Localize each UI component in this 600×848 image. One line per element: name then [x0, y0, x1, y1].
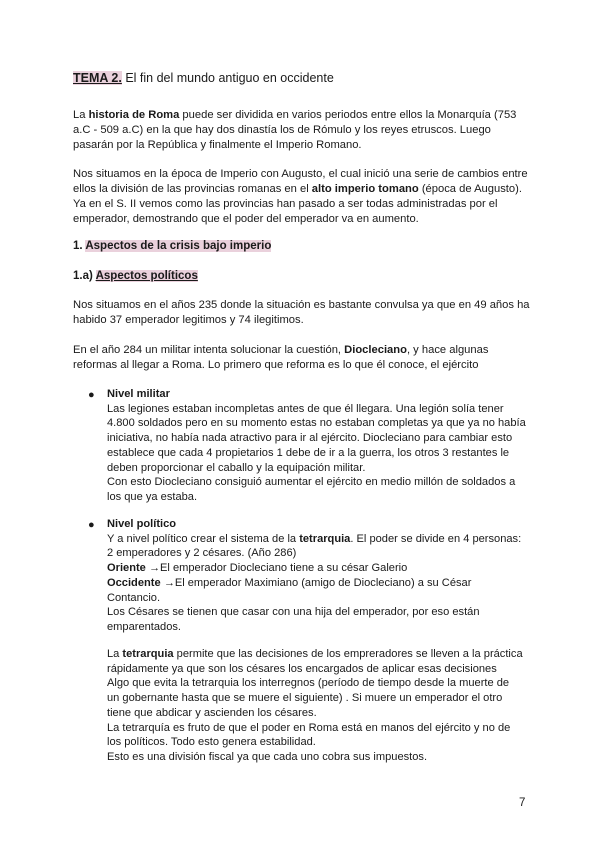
nivel-militar-title: Nivel militar	[107, 388, 170, 400]
crisis-paragraph: Nos situamos en el años 235 donde la situación es bastante convulsa ya que en 49 años ha habido 37 emperador legitimos y 74 ilegitimos.	[73, 299, 530, 326]
page-title	[73, 70, 334, 86]
section-heading-1a: 1.a) Aspectos políticos	[73, 270, 198, 282]
historia-de-roma-bold: historia de Roma	[88, 109, 180, 121]
tetrarquia-paragraph: La tetrarquia permite que las decisiones de los empreradores se lleven a la práctica rápidamente ya que son los césares los encargados de aplicar esas decisiones Algo que evita la tetrarquia los interregnos (período de tiempo desde la muerte de un gobernante hasta que se muere el siguiente) . Si muere un emperador el otro tiene que abdicar y ascienden los césares. La tetrarquía es fruto de que el poder en Roma está en manos del ejército y no de los políticos. Todo esto genera estabilidad. Esto es una división fiscal ya que cada uno cobra sus impuestos.	[107, 648, 523, 763]
tema-label: TEMA 2.	[73, 71, 122, 85]
section-heading-1: 1. Aspectos de la crisis bajo imperio	[73, 240, 272, 252]
list-item-politico: Nivel político Y a nivel político crear el sistema de la tetrarquia. El poder se divide en 4 personas: 2 emperadores y 2 césares. (Año 286) Oriente →El emperador Diocleciano tiene a su césar Galerio Occidente →El emperador Maximiano (amigo de Diocleciano) a su César Contancio. Los Césares se tienen que casar con una hija del emperador, por eso están emparentados.	[107, 517, 527, 635]
bullet-icon: ●	[88, 389, 95, 401]
bullet-icon: ●	[88, 519, 95, 531]
diocleciano-bold: Diocleciano	[344, 344, 407, 356]
oriente-bold: Oriente	[107, 562, 146, 575]
nivel-politico-title: Nivel político	[107, 518, 177, 530]
page-number: 7	[519, 797, 526, 809]
occidente-bold: Occidente	[107, 576, 161, 589]
augusto-paragraph: Nos situamos en la época de Imperio con Augusto, el cual inició una serie de cambios entre ellos la división de las provincias romanas en el alto imperio tomano (época de Augusto). Ya en el S. II vemos como las provincias han pasado a ser todas administradas por el emperador, demostrando que el poder del emperador va en aumento.	[73, 168, 528, 225]
title-text: El fin del mundo antiguo en occidente	[121, 71, 334, 85]
list-item-militar: Nivel militar Las legiones estaban incompletas antes de que él llegara. Una legión solía tener 4.800 soldados pero en su momento estas no estaban completas ya que ya no había iniciativa, no había nada atractivo para ir al ejército. Diocleciano para cambiar esto establece que cada 4 propietarios 1 debe de ir a la guerra, los otros 3 restantes le deben proporcionar el caballo y la equipación militar. Con esto Diocleciano consiguió aumentar el ejército en medio millón de soldados a los que ya estaba.	[107, 388, 526, 503]
intro-paragraph: La historia de Roma puede ser dividida en varios periodos entre ellos la Monarquía (753 a.C - 509 a.C) en la que hay dos dinastía los de Rómulo y los reyes etruscos. Luego pasarán por la República y finalmente el Imperio Romano.	[73, 109, 517, 151]
alto-imperio-bold: alto imperio tomano	[311, 183, 419, 195]
diocleciano-paragraph: En el año 284 un militar intenta solucionar la cuestión, Diocleciano, y hace algunas reformas al llegar a Roma. Lo primero que reforma es lo que él conoce, el ejército	[73, 344, 489, 371]
